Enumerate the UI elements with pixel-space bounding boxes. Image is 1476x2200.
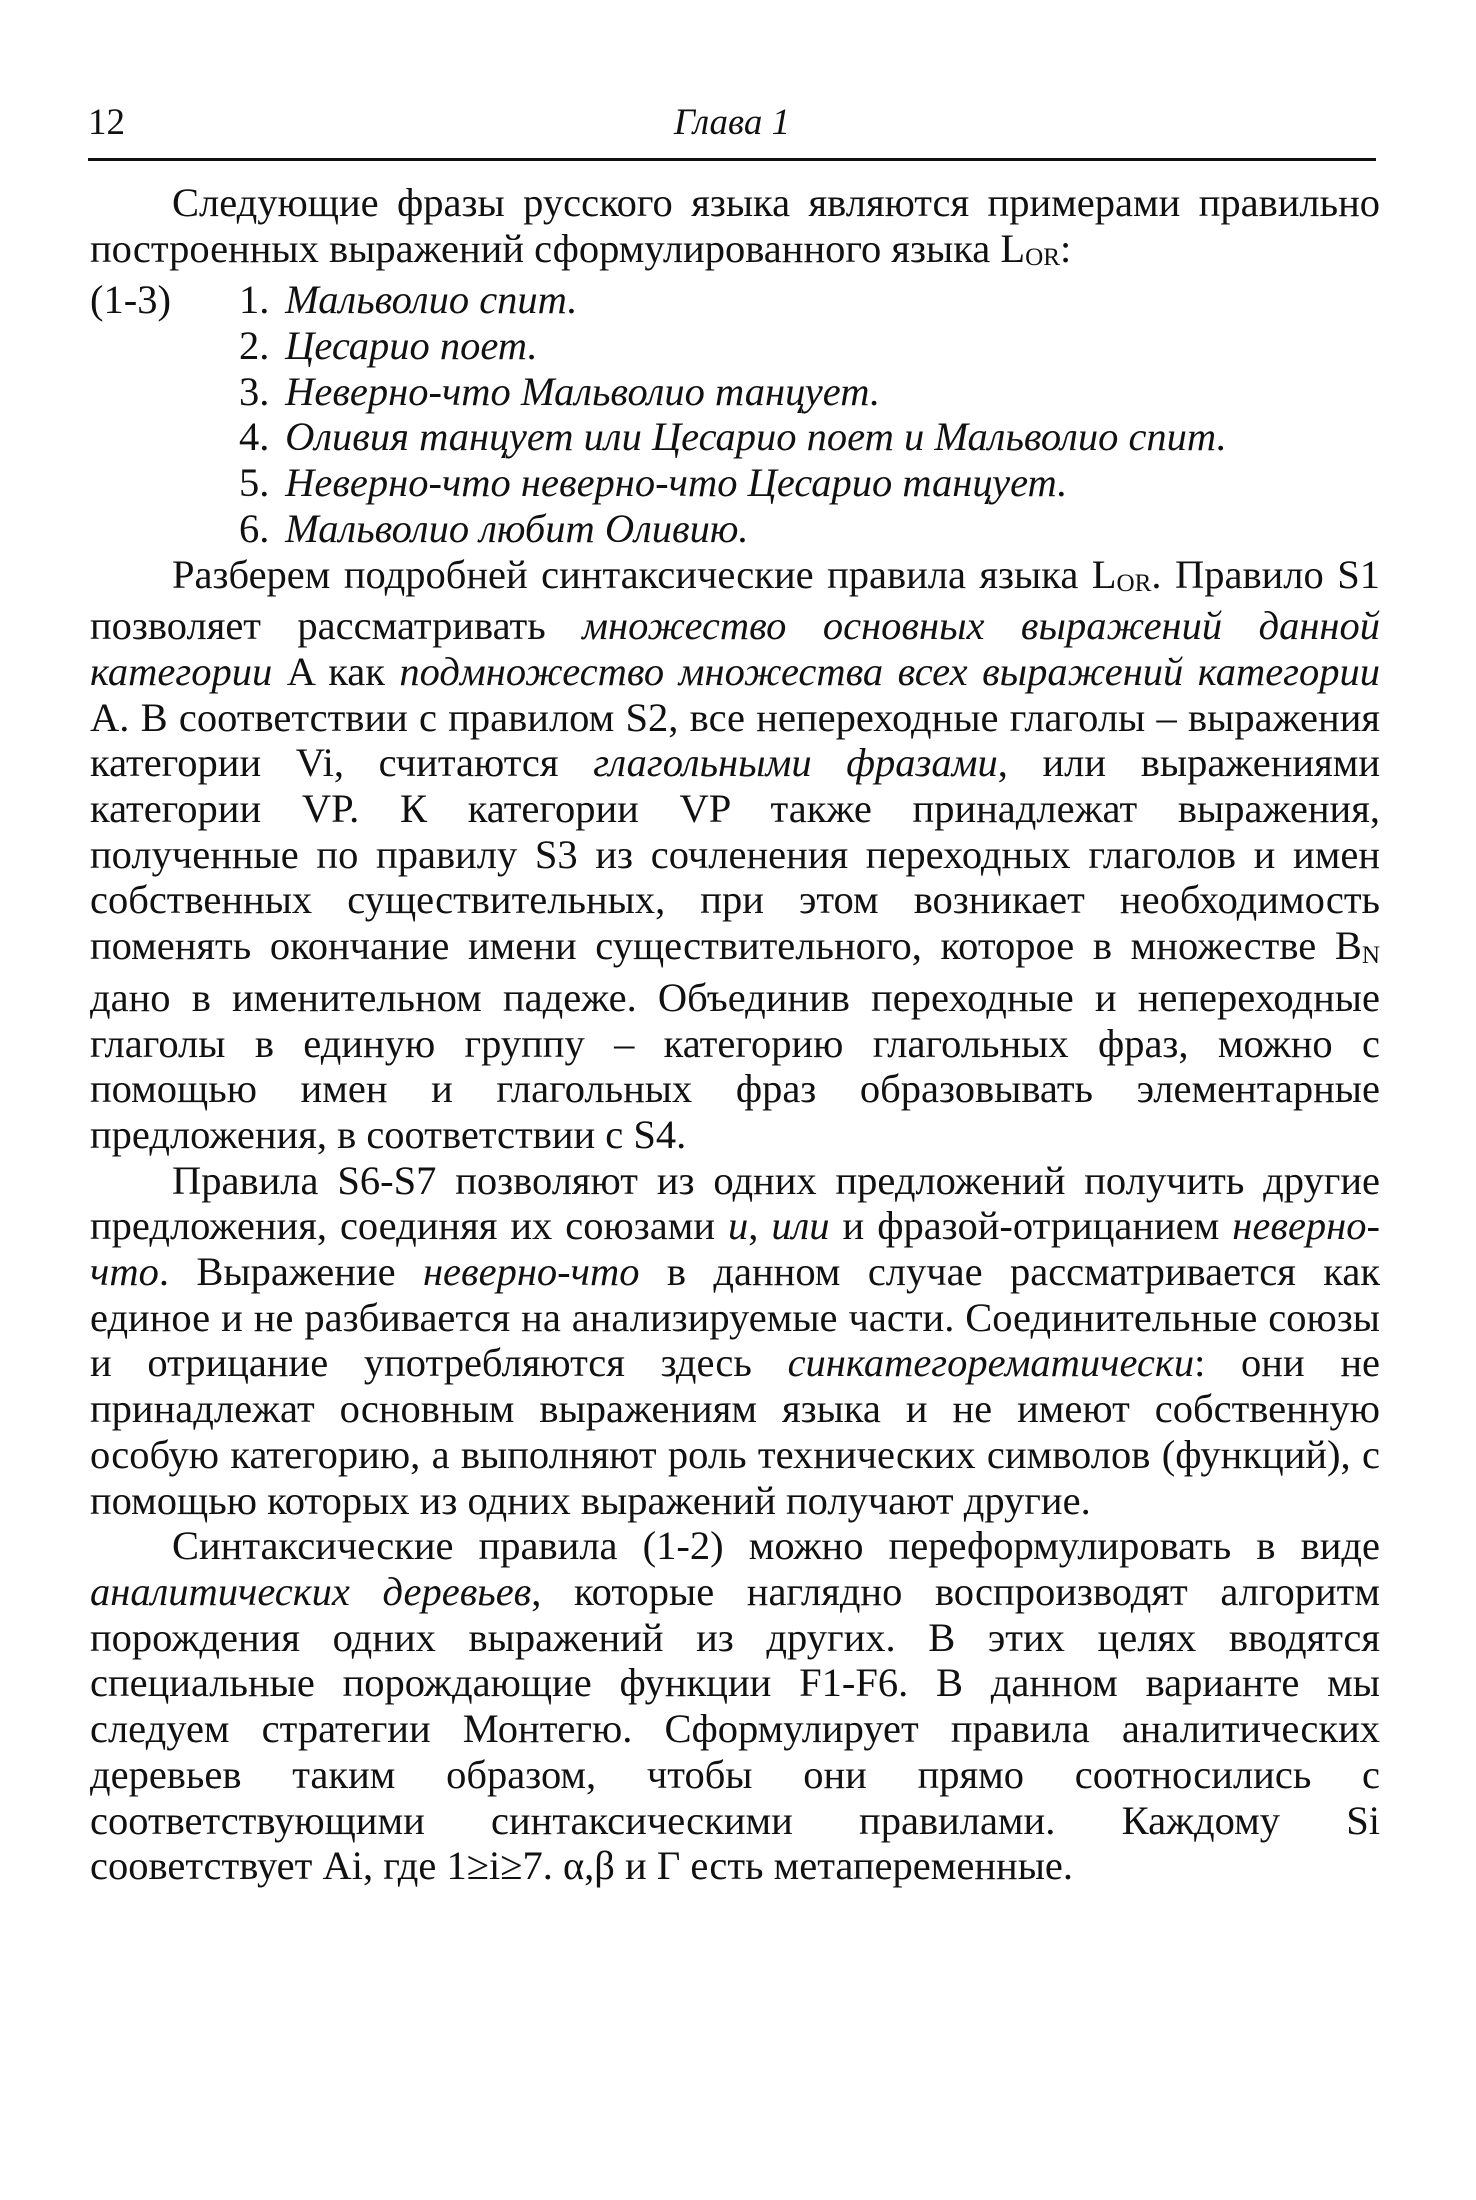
- paragraph-analytic-trees: Синтаксические правила (1-2) можно переформулировать в виде аналитических деревьев, которые наглядно воспроизводят алгоритм порождения одних выражений из других. В этих целях вводятся специальные порождающие функции F1-F6. В данном варианте мы следуем стратегии Монтегю. Сформулирует правила аналитических деревьев таким образом, чтобы они прямо соотносились с соответствующими синтаксическими правилами. Каждому Si сооветствует Ai, где 1≥i≥7. α,β и Γ есть метапеременные.: [90, 1523, 1380, 1889]
- list-item: 3. Неверно-что Мальволио танцует.: [239, 368, 881, 414]
- example-sentence: Оливия танцует или Цесарио поет и Мальволио спит.: [285, 414, 1227, 460]
- examples-list: [90, 277, 1380, 551]
- paragraph-conjunctions: Правила S6-S7 позволяют из одних предложений получить другие предложения, соединяя их союзами и, или и фразой-отрицанием неверно-что. Выражение неверно-что в данном случае рассматривается как единое и не разбивается на анализируемые части. Соединительные союзы и отрицание употребляются здесь синкатегорематически: они не принадлежат основным выражениям языка и не имеют собственную особую категорию, а выполняют роль технических символов (функций), с помощью которых из одних выражений получают другие.: [90, 1157, 1381, 1523]
- example-sentence: Неверно-что Мальволио танцует.: [285, 368, 881, 414]
- intro-paragraph: Следующие фразы русского языка являются примерами правильно построенных выражений сформулированного языка $L_{OR}$:: [90, 180, 1380, 272]
- list-item: (1-3) 1. Мальволио спит.: [90, 277, 578, 323]
- list-item: 2. Цесарио поет.: [239, 323, 538, 369]
- example-sentence: Мальволио любит Оливию.: [285, 505, 749, 551]
- list-item: 5. Неверно-что неверно-что Цесарио танцует.: [239, 460, 1068, 506]
- page-body: [90, 180, 1380, 1889]
- chapter-title: Глава 1: [673, 102, 791, 143]
- examples-label: (1-3): [90, 277, 171, 323]
- example-sentence: Неверно-что неверно-что Цесарио танцует.: [285, 460, 1068, 506]
- page-number: 12: [88, 102, 125, 143]
- example-sentence: Мальволио спит.: [285, 277, 578, 323]
- paragraph-syntax-rules: Разберем подробней синтаксические правила языка $L_{OR}$. Правило S1 позволяет рассматривать множество основных выражений данной категории A как подмножество множества всех выражений категории A. В соответствии с правилом S2, все непереходные глаголы – выражения категории Vi, считаются глагольными фразами, или выражениями категории VP. К категории VP также принадлежат выражения, полученные по правилу S3 из сочленения переходных глаголов и имен собственных существительных, при этом возникает необходимость поменять окончание имени существительного, которое в множестве $B_N$ дано в именительном падеже. Объединив переходные и непереходные глаголы в единую группу – категорию глагольных фраз, можно с помощью имен и глагольных фраз образовывать элементарные предложения, в соответствии с S4.: [90, 551, 1381, 1157]
- language-symbol: $L_{OR}$: [1000, 225, 1061, 272]
- example-sentence: Цесарио поет.: [285, 323, 538, 369]
- list-item: 4. Оливия танцует или Цесарио поет и Мальволио спит.: [239, 414, 1227, 460]
- intro-text: Следующие фразы русского языка являются примерами правильно построенных выражений сформулированного языка: [90, 180, 1380, 271]
- list-item: 6. Мальволио любит Оливию.: [239, 505, 749, 551]
- page-header: [88, 98, 1376, 161]
